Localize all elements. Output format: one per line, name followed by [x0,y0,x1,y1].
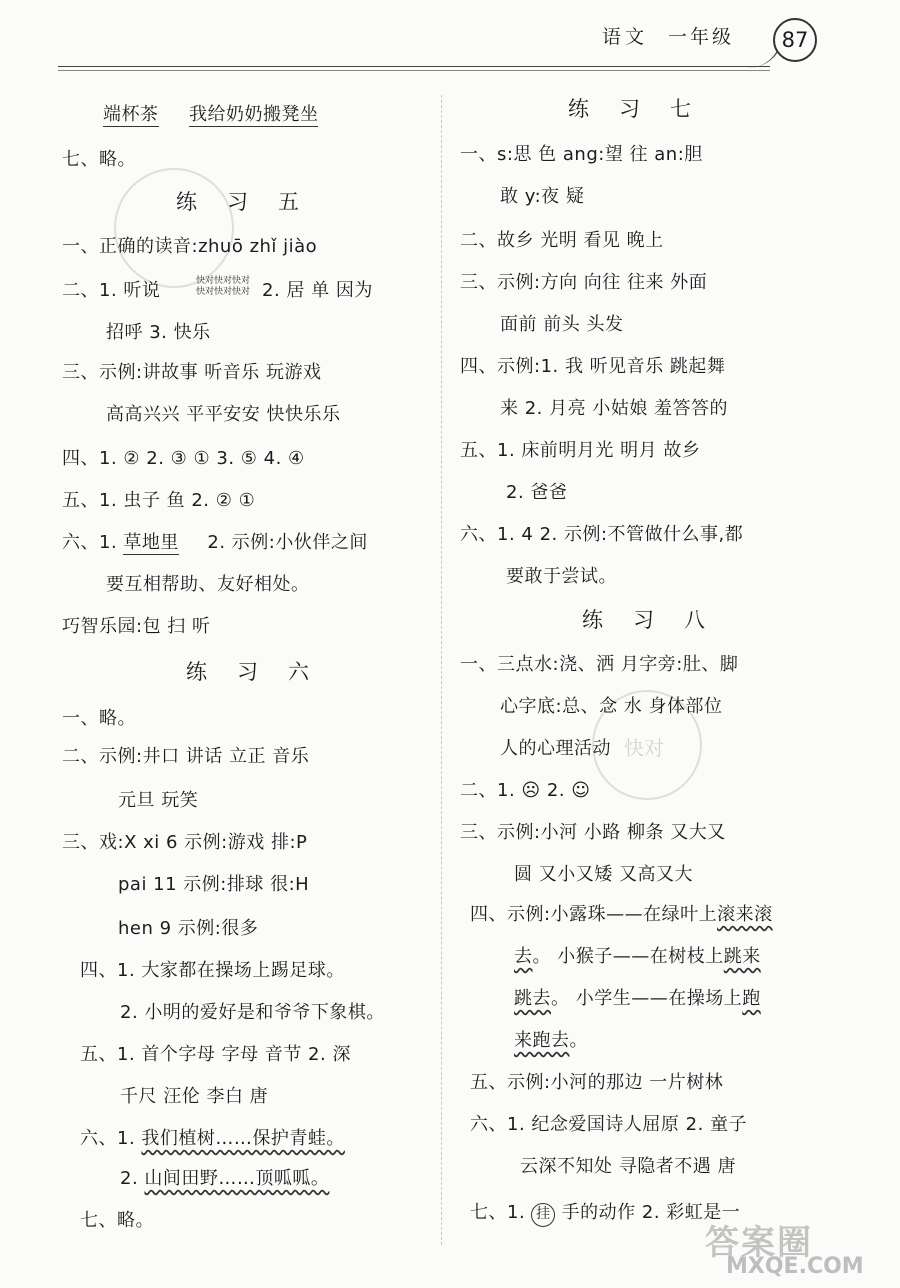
header-grade: 一年级 [668,26,735,48]
answer-underline: 端杯茶 [103,104,159,125]
answer-underline: 我给奶奶搬凳坐 [188,104,319,125]
answer-wavy-underline: 跳来 [723,946,761,967]
answer-wavy-underline: 山间田野……顶呱呱。 [144,1168,330,1189]
answer-line: 二、示例:井口 讲话 立正 音乐 [62,746,310,767]
answer-line: 五、1. 床前明月光 明月 故乡 [460,440,701,461]
answer-line: 七、略。 [62,149,136,170]
answer-line: pai 11 示例:排球 很:H [118,874,310,895]
site-watermark: 答案圈 [705,1223,813,1263]
section-title: 练习五 [176,190,329,214]
circled-character: 挂 [531,1203,555,1227]
answer-line: 五、1. 虫子 鱼 2. ② ① [62,490,256,511]
answer-line: 六、1. 草地里 2. 示例:小伙伴之间 [62,532,368,553]
answer-line: 来 2. 月亮 小姑娘 羞答答的 [500,398,729,419]
answer-line: 六、1. 我们植树……保护青蛙。 [80,1128,345,1149]
answer-line: 一、略。 [62,708,136,729]
answer-line: 圆 又小又矮 又高又大 [514,864,693,885]
answer-line: 人的心理活动 [500,738,611,759]
site-watermark-url: MXQE.COM [726,1254,864,1279]
answer-line: 二、故乡 光明 看见 晚上 [460,230,664,251]
answer-line: 三、示例:小河 小路 柳条 又大又 [460,822,726,843]
stamp-text: 快对 [624,736,664,760]
answer-line: 面前 前头 头发 [500,314,624,335]
answer-line: 敢 y:夜 疑 [500,186,585,207]
answer-line: 要敢于尝试。 [506,566,617,587]
answer-line: 巧智乐园:包 扫 听 [62,616,211,637]
answer-line: 2. 居 单 因为 [262,280,373,301]
header-rule [58,66,770,71]
answer-line: 去。 小猴子——在树枝上跳来 [514,946,761,967]
answer-line: 二、1. ☹ 2. ☺ [460,780,591,801]
section-title: 练习六 [186,660,339,684]
answer-line: 六、1. 4 2. 示例:不管做什么事,都 [460,524,744,545]
answer-line: 四、示例:小露珠——在绿叶上滚来滚 [470,904,773,925]
answer-line: 一、正确的读音:zhuō zhǐ jiào [62,236,318,257]
section-title: 练习七 [568,97,721,121]
answer-wavy-underline: 去 [514,946,533,967]
answer-line: 四、1. ② 2. ③ ① 3. ⑤ 4. ④ [62,448,305,469]
column-divider [441,95,442,1245]
answer-line: 四、示例:1. 我 听见音乐 跳起舞 [460,356,726,377]
answer-wavy-underline: 跳去 [514,988,551,1009]
answer-line: 要互相帮助、友好相处。 [106,574,310,595]
answer-wavy-underline: 来跑去 [514,1030,570,1051]
answer-line: 一、三点水:浇、洒 月字旁:肚、脚 [460,654,739,675]
answer-line: 招呼 3. 快乐 [106,322,211,343]
answer-line: 高高兴兴 平平安安 快快乐乐 [106,404,341,425]
answer-line: 2. 山间田野……顶呱呱。 [120,1168,330,1189]
answer-line: 来跑去。 [514,1030,588,1051]
answer-line: 一、s:思 色 ang:望 往 an:胆 [460,144,703,165]
answer-line: 千尺 汪伦 李白 唐 [120,1086,269,1107]
answer-line: 五、1. 首个字母 字母 音节 2. 深 [80,1044,351,1065]
section-title: 练习八 [582,608,735,632]
answer-wavy-underline: 跑 [742,988,761,1009]
answer-line: 二、1. 听说 [62,280,161,301]
answer-line: 2. 小明的爱好是和爷爷下象棋。 [120,1002,385,1023]
stamp-text: 快对快对快对 快对快对快对 [196,276,251,297]
answer-underline: 草地里 [123,532,179,553]
answer-line: 2. 爸爸 [506,482,568,503]
answer-wavy-underline: 滚来滚 [717,904,773,925]
answer-line: 六、1. 纪念爱国诗人屈原 2. 童子 [470,1114,748,1135]
answer-line: 七、1. 挂 手的动作 2. 彩虹是一 [470,1198,740,1227]
left-top-line [103,100,318,126]
answer-line: 五、示例:小河的那边 一片树林 [470,1072,724,1093]
answer-line: 云深不知处 寻隐者不遇 唐 [520,1156,736,1177]
answer-line: 三、戏:X xi 6 示例:游戏 排:P [62,832,308,853]
answer-line: 元旦 玩笑 [118,790,199,811]
answer-line: 四、1. 大家都在操场上踢足球。 [80,960,345,981]
answer-line: 跳去。 小学生——在操场上跑 [514,988,761,1009]
answer-line: 心字底:总、念 水 身体部位 [500,696,723,717]
header-subject: 语文 [602,26,649,48]
page-number: 87 [773,18,817,62]
answer-line: 三、示例:方向 向往 往来 外面 [460,272,708,293]
answer-line: 七、略。 [80,1210,154,1231]
answer-line: hen 9 示例:很多 [118,918,259,939]
answer-line: 三、示例:讲故事 听音乐 玩游戏 [62,362,322,383]
answer-wavy-underline: 我们植树……保护青蛙。 [141,1128,345,1149]
